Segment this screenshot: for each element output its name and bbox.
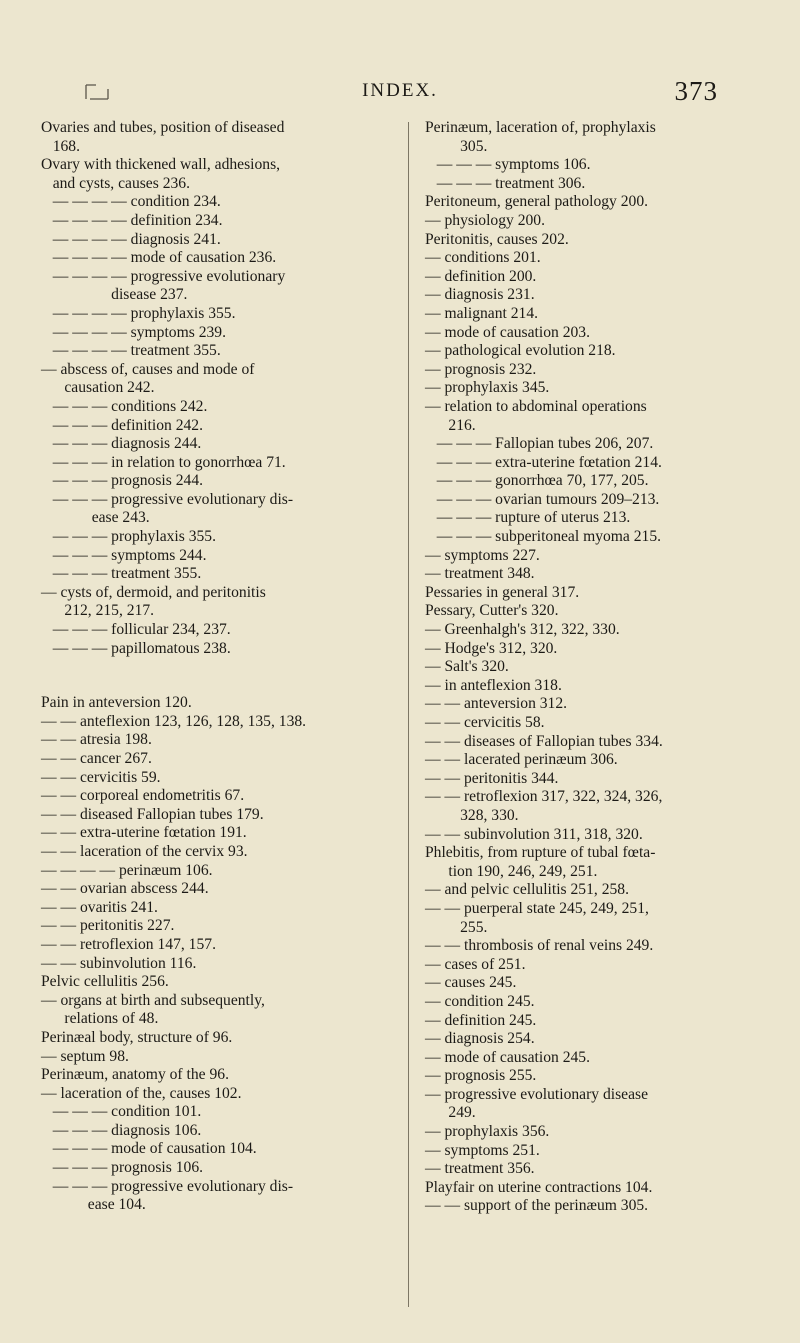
index-entry: — Hodge's 312, 320. — [425, 639, 558, 657]
index-entry: — laceration of the, causes 102. — [41, 1084, 242, 1102]
index-entry: — mode of causation 203. — [425, 323, 590, 341]
index-entry: 305. — [425, 137, 488, 155]
index-entry: — — — ovarian tumours 209–213. — [425, 490, 660, 508]
index-entry: — — extra-uterine fœtation 191. — [41, 824, 247, 842]
index-entry: — abscess of, causes and mode of — [41, 360, 255, 378]
index-entry: — — — extra-uterine fœtation 214. — [425, 453, 662, 471]
index-entry: 212, 215, 217. — [41, 602, 155, 620]
index-entry: — — — treatment 355. — [41, 565, 202, 583]
index-entry: — treatment 356. — [425, 1160, 535, 1178]
index-entry: — — anteflexion 123, 126, 128, 135, 138. — [41, 712, 307, 730]
index-entry: 168. — [41, 137, 80, 155]
index-entry: — — — — mode of causation 236. — [41, 249, 277, 267]
index-entry: — — peritonitis 344. — [425, 769, 559, 787]
index-entry: — prophylaxis 356. — [425, 1123, 550, 1141]
index-entry: — — — — perinæum 106. — [41, 861, 213, 879]
index-entry: Peritonitis, causes 202. — [425, 230, 569, 248]
index-entry: — malignant 214. — [425, 304, 539, 322]
index-entry: — — — diagnosis 244. — [41, 435, 202, 453]
index-entry: Playfair on uterine contractions 104. — [425, 1178, 653, 1196]
index-entry: — — retroflexion 147, 157. — [41, 935, 216, 953]
index-entry: — — laceration of the cervix 93. — [41, 842, 248, 860]
index-entry: — definition 200. — [425, 267, 537, 285]
index-entry: Pain in anteversion 120. — [41, 694, 192, 712]
index-entry: — — — mode of causation 104. — [41, 1140, 257, 1158]
index-entry: — — — conditions 242. — [41, 397, 208, 415]
index-entry: — diagnosis 231. — [425, 286, 535, 304]
index-entry: — — — — diagnosis 241. — [41, 230, 221, 248]
index-entry: — — — definition 242. — [41, 416, 203, 434]
index-entry: tion 190, 246, 249, 251. — [425, 862, 598, 880]
index-entry: disease 237. — [41, 286, 188, 304]
index-entry: — mode of causation 245. — [425, 1048, 590, 1066]
index-entry: Perinæal body, structure of 96. — [41, 1028, 233, 1046]
index-entry: — — — in relation to gonorrhœa 71. — [41, 453, 286, 471]
index-entry: and cysts, causes 236. — [41, 174, 190, 192]
index-entry: — cysts of, dermoid, and peritonitis — [41, 583, 266, 601]
index-entry: ease 243. — [41, 509, 150, 527]
index-entry: relations of 48. — [41, 1010, 159, 1028]
index-entry: — — puerperal state 245, 249, 251, — [425, 899, 649, 917]
index-entry: — — ovarian abscess 244. — [41, 880, 209, 898]
page-number: 373 — [674, 76, 718, 106]
index-entry: — physiology 200. — [425, 211, 545, 229]
index-entry: — causes 245. — [425, 974, 517, 992]
index-entry: — prognosis 255. — [425, 1067, 537, 1085]
index-entry: ease 104. — [41, 1196, 146, 1214]
index-entry: — conditions 201. — [425, 249, 541, 267]
index-entry: causation 242. — [41, 379, 155, 397]
index-entry: — — diseased Fallopian tubes 179. — [41, 805, 264, 823]
index-entry: — — corporeal endometritis 67. — [41, 787, 245, 805]
index-entry: Pessaries in general 317. — [425, 583, 580, 601]
index-entry: — — — — definition 234. — [41, 211, 223, 229]
index-entry: — treatment 348. — [425, 565, 535, 583]
index-entry: — — cervicitis 59. — [41, 768, 161, 786]
index-entry: — septum 98. — [41, 1047, 129, 1065]
index-entry: — — retroflexion 317, 322, 324, 326, — [425, 788, 663, 806]
index-entry: 249. — [425, 1104, 476, 1122]
index-entry: — in anteflexion 318. — [425, 676, 562, 694]
index-entry: — — — gonorrhœa 70, 177, 205. — [425, 472, 649, 490]
index-entry: Pelvic cellulitis 256. — [41, 973, 169, 991]
index-entry: — Salt's 320. — [425, 658, 509, 676]
index-entry: — — cancer 267. — [41, 750, 152, 767]
index-entry: — — — — progressive evolutionary — [41, 267, 286, 285]
index-entry: — — — prophylaxis 355. — [41, 528, 216, 546]
index-entry: — — — progressive evolutionary dis- — [41, 1177, 294, 1195]
index-entry: — symptoms 227. — [425, 546, 540, 564]
index-entry: — pathological evolution 218. — [425, 342, 616, 360]
index-entry: — — — symptoms 106. — [425, 156, 591, 174]
index-entry: Phlebitis, from rupture of tubal fœta- — [425, 844, 656, 862]
index-entry: — — — treatment 306. — [425, 174, 586, 192]
index-entry: — Greenhalgh's 312, 322, 330. — [425, 621, 620, 639]
index-entry: — and pelvic cellulitis 251, 258. — [425, 881, 629, 899]
index-entry: — — — — prophylaxis 355. — [41, 304, 236, 322]
index-entry: — — — prognosis 106. — [41, 1159, 204, 1177]
index-entry: — — lacerated perinæum 306. — [425, 751, 618, 769]
index-entry: — prognosis 232. — [425, 360, 537, 378]
column-divider — [408, 122, 409, 1307]
index-entry: — condition 245. — [425, 992, 535, 1010]
index-entry: 328, 330. — [425, 806, 519, 824]
index-entry: Peritoneum, general pathology 200. — [425, 193, 649, 211]
index-entry: 216. — [425, 416, 476, 434]
section-gap — [41, 658, 393, 694]
index-entry: — — — — condition 234. — [41, 193, 221, 211]
index-entry: — organs at birth and subsequently, — [41, 991, 265, 1009]
index-entry: — symptoms 251. — [425, 1141, 540, 1159]
index-entry: — prophylaxis 345. — [425, 379, 550, 397]
running-header: INDEX. — [362, 80, 438, 101]
index-entry: Ovary with thickened wall, adhesions, — [41, 156, 281, 174]
index-entry: — — — papillomatous 238. — [41, 639, 231, 657]
index-entry: — definition 245. — [425, 1011, 537, 1029]
index-entry: — — — — treatment 355. — [41, 342, 221, 360]
index-entry: — — — subperitoneal myoma 215. — [425, 528, 662, 546]
index-entry: — — — prognosis 244. — [41, 472, 204, 490]
right-index-column — [425, 119, 779, 1216]
index-entry: — — — symptoms 244. — [41, 546, 207, 564]
index-entry: Perinæum, laceration of, prophylaxis — [425, 119, 656, 136]
index-entry: — — — progressive evolutionary dis- — [41, 490, 294, 508]
index-entry: — — diseases of Fallopian tubes 334. — [425, 732, 663, 750]
index-entry: Pessary, Cutter's 320. — [425, 602, 559, 620]
index-entry: — — atresia 198. — [41, 731, 152, 749]
index-entry: Ovaries and tubes, position of diseased — [41, 119, 285, 136]
index-entry: — cases of 251. — [425, 955, 526, 973]
index-entry: — — — Fallopian tubes 206, 207. — [425, 435, 654, 453]
left-index-column — [41, 119, 393, 1215]
index-entry: — — subinvolution 116. — [41, 954, 197, 972]
index-entry: — diagnosis 254. — [425, 1030, 535, 1048]
index-entry: — — subinvolution 311, 318, 320. — [425, 825, 643, 843]
index-entry: — — anteversion 312. — [425, 695, 568, 713]
index-entry: — — — condition 101. — [41, 1103, 202, 1121]
index-entry: — — — follicular 234, 237. — [41, 621, 231, 639]
index-entry: — — — diagnosis 106. — [41, 1121, 202, 1139]
index-entry: — — thrombosis of renal veins 249. — [425, 937, 654, 955]
index-entry: — progressive evolutionary disease — [425, 1085, 649, 1103]
index-entry: — — — rupture of uterus 213. — [425, 509, 631, 527]
index-entry: — — — — symptoms 239. — [41, 323, 226, 341]
index-entry: 255. — [425, 918, 488, 936]
index-entry: — relation to abdominal operations — [425, 397, 647, 415]
index-entry: — — support of the perinæum 305. — [425, 1197, 649, 1215]
index-entry: — — peritonitis 227. — [41, 917, 175, 935]
index-entry: Perinæum, anatomy of the 96. — [41, 1066, 229, 1084]
index-entry: — — ovaritis 241. — [41, 898, 158, 916]
index-entry: — — cervicitis 58. — [425, 714, 545, 731]
